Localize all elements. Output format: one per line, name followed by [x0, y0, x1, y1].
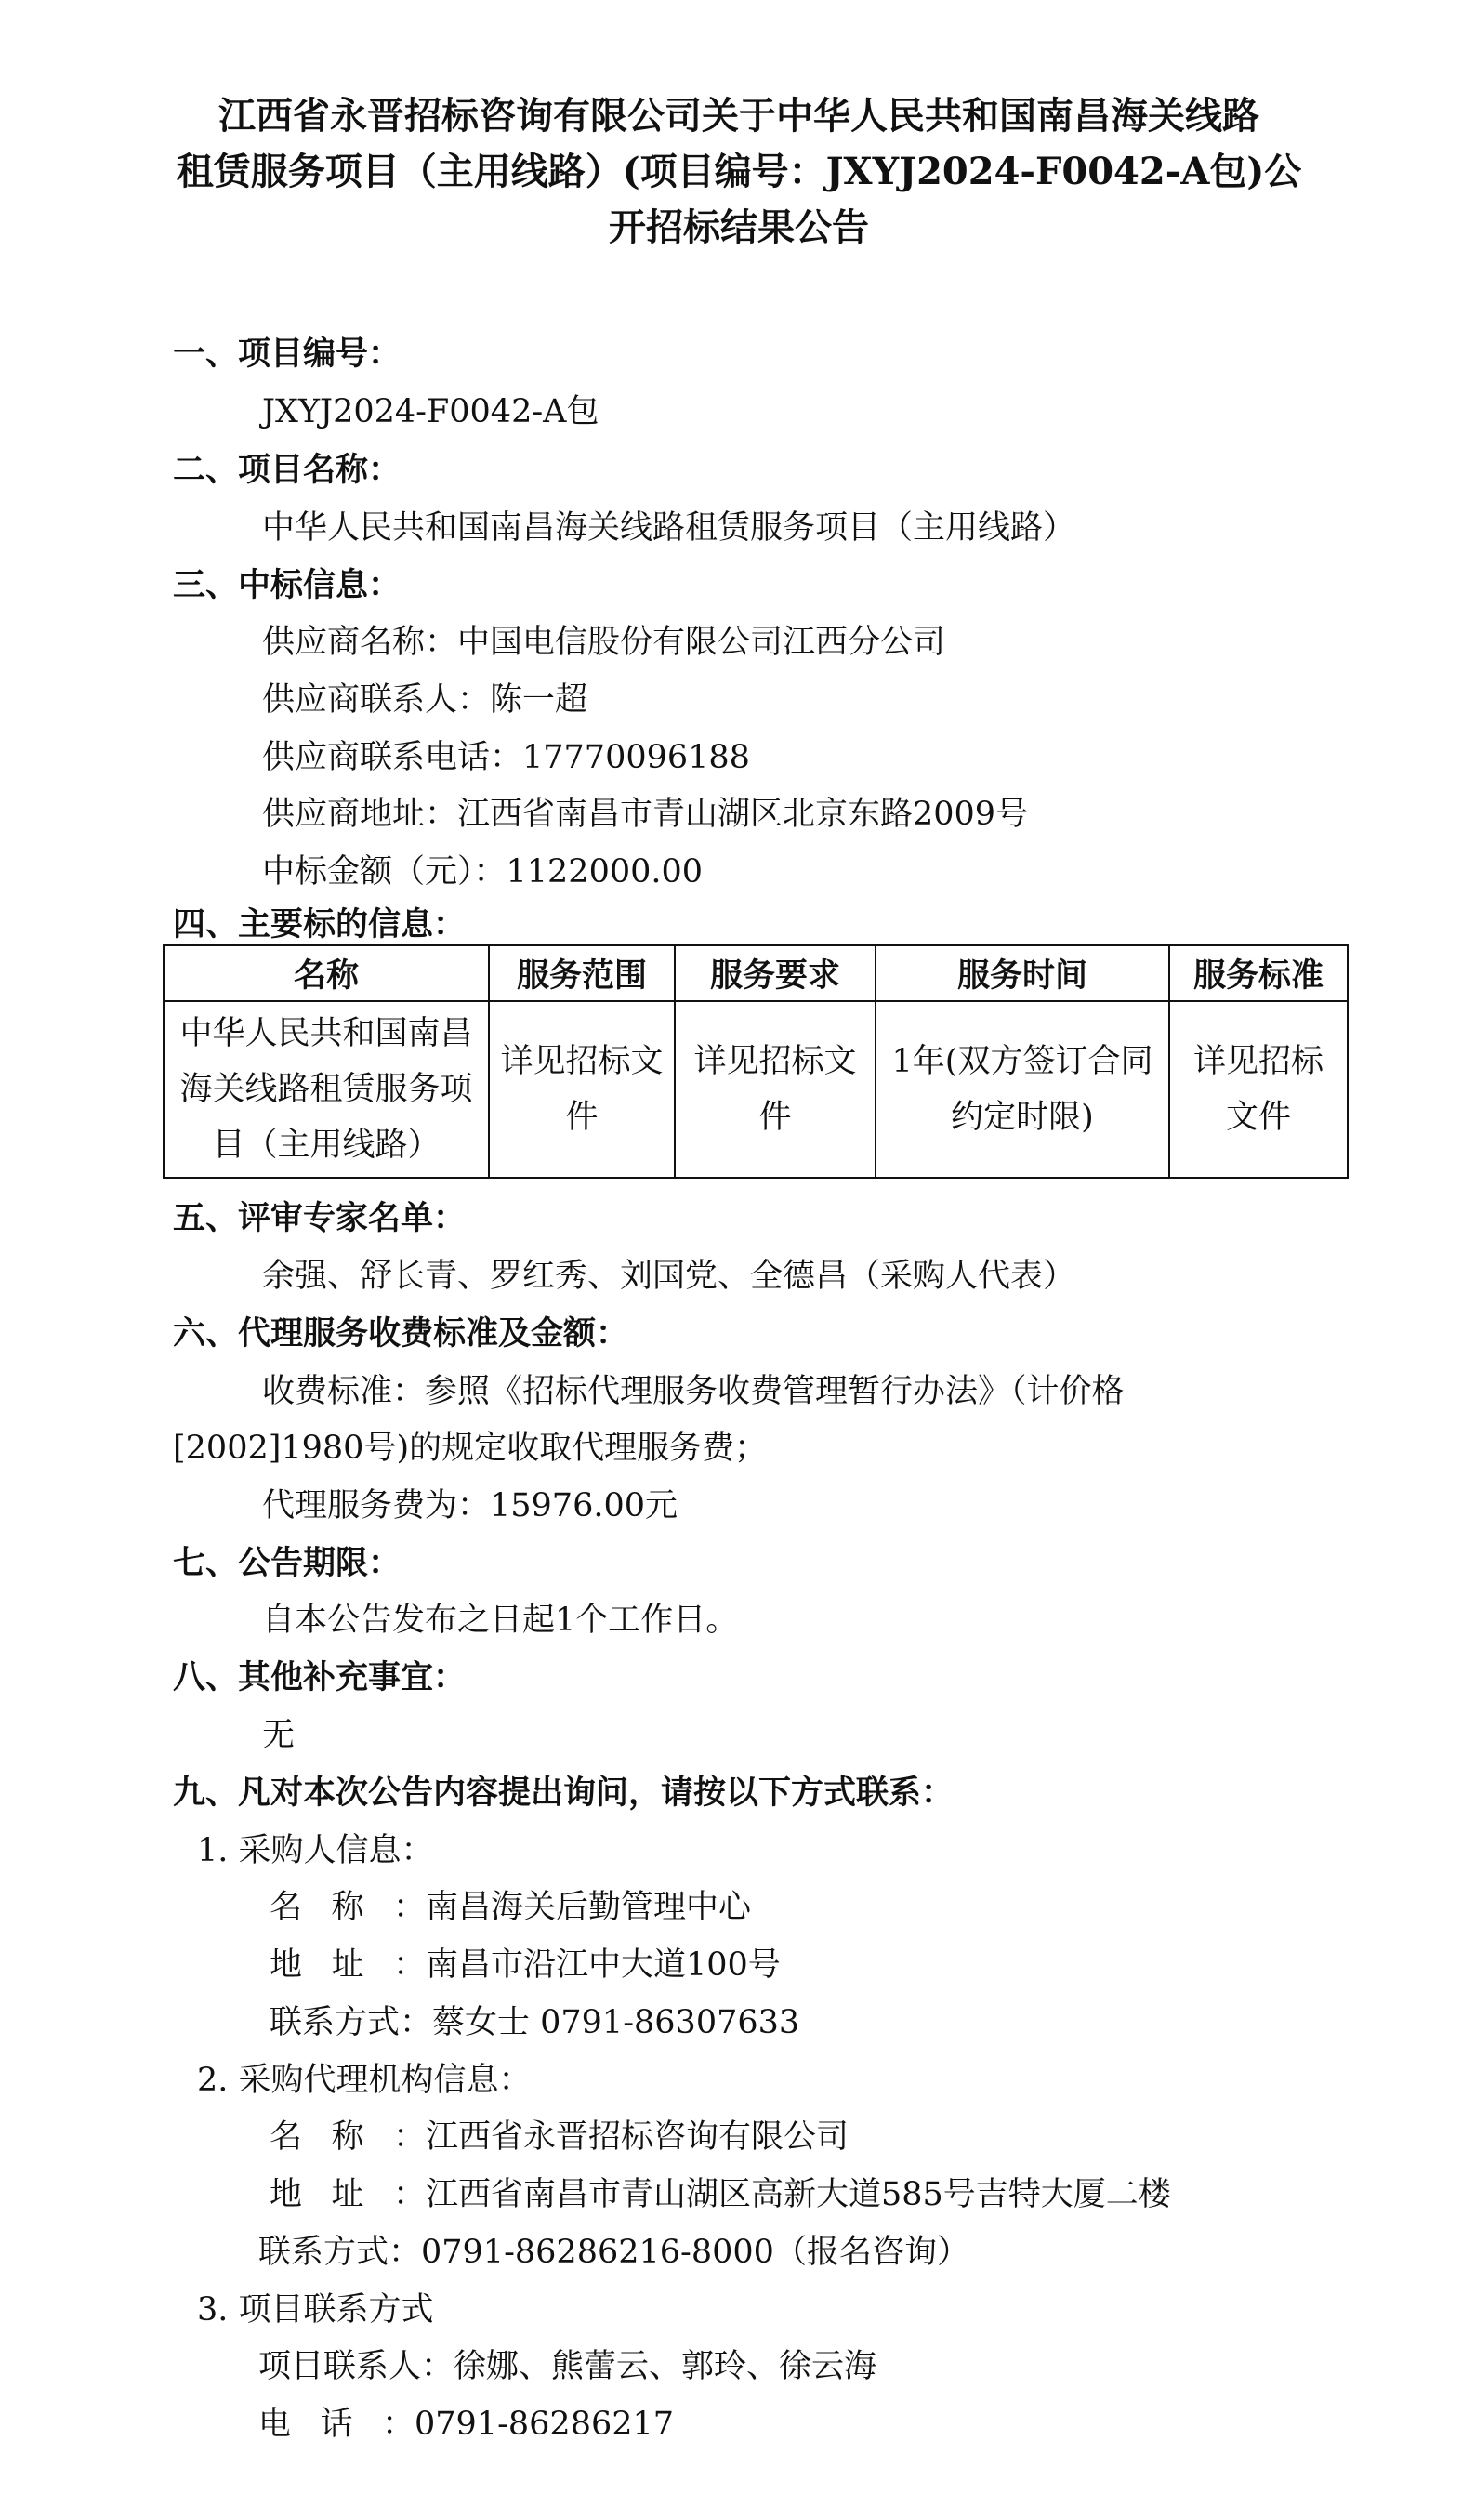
- table-cell: 中华人民共和国南昌海关线路租赁服务项目（主用线路）: [164, 1001, 489, 1178]
- table-cell: 1年(双方签订合同约定时限): [876, 1001, 1169, 1178]
- section-project-name-heading: 二、项目名称：: [173, 451, 402, 489]
- supplier-address: 供应商地址：江西省南昌市青山湖区北京东路2009号: [262, 796, 1029, 833]
- section-agency-fee-heading: 六、代理服务收费标准及金额：: [173, 1314, 629, 1352]
- agency-contact: 联系方式：0791-86286216-8000（报名咨询）: [258, 2234, 969, 2271]
- column-header: 服务标准: [1169, 945, 1348, 1001]
- project-number: JXYJ2024-F0042-A包: [262, 393, 599, 430]
- purchaser-name-row: [270, 1886, 751, 1929]
- table-cell: 详见招标文件: [489, 1001, 675, 1178]
- project-name: 中华人民共和国南昌海关线路租赁服务项目（主用线路）: [262, 509, 1076, 547]
- section-main-subject-heading: 四、主要标的信息：: [173, 905, 467, 943]
- supplier-phone: 供应商联系电话：17770096188: [262, 739, 750, 776]
- fee-standard-line-2: [2002]1980号)的规定收取代理服务费；: [173, 1430, 768, 1467]
- subject-info-table: [163, 944, 1349, 1179]
- title-line-3: 开招标结果公告: [609, 205, 869, 249]
- title-line-1: 江西省永晋招标咨询有限公司关于中华人民共和国南昌海关线路: [218, 94, 1259, 138]
- supplier-contact: 供应商联系人：陈一超: [262, 681, 588, 719]
- other-matters: 无: [262, 1717, 296, 1754]
- agency-name-label: 名称：: [270, 2118, 426, 2156]
- column-header: 服务范围: [489, 945, 675, 1001]
- table-cell: 详见招标文件: [675, 1001, 876, 1178]
- purchaser-address-row: [270, 1944, 781, 1986]
- section-notice-period-heading: 七、公告期限：: [173, 1544, 402, 1582]
- agency-name: 江西省永晋招标咨询有限公司: [426, 2118, 849, 2156]
- agency-info-title: 2. 采购代理机构信息：: [197, 2062, 532, 2099]
- supplier-name: 供应商名称：中国电信股份有限公司江西分公司: [262, 624, 946, 661]
- winning-amount: 中标金额（元）：1122000.00: [262, 853, 704, 891]
- title-line-2: 租赁服务项目（主用线路）(项目编号：JXYJ2024-F0042-A包)公: [176, 150, 1302, 193]
- project-phone-row: [258, 2403, 674, 2446]
- project-contact-title: 3. 项目联系方式: [197, 2291, 434, 2329]
- table-row: [164, 1001, 1348, 1178]
- section-expert-list-heading: 五、评审专家名单：: [173, 1199, 467, 1237]
- table-header-row: [164, 945, 1348, 1001]
- expert-list: 余强、舒长青、罗红秀、刘国党、全德昌（采购人代表）: [262, 1258, 1076, 1295]
- purchaser-name: 南昌海关后勤管理中心: [426, 1889, 752, 1926]
- purchaser-address-label: 地址：: [270, 1946, 426, 1984]
- section-project-number-heading: 一、项目编号：: [173, 335, 402, 373]
- purchaser-info-title: 1. 采购人信息：: [197, 1832, 434, 1869]
- agency-address: 江西省南昌市青山湖区高新大道585号吉特大厦二楼: [426, 2176, 1171, 2213]
- section-other-matters-heading: 八、其他补充事宜：: [173, 1658, 467, 1696]
- purchaser-contact: 联系方式：蔡女士 0791-86307633: [270, 2004, 800, 2041]
- project-contact-persons: 项目联系人：徐娜、熊蕾云、郭玲、徐云海: [258, 2348, 877, 2385]
- agency-name-row: [270, 2116, 849, 2158]
- column-header: 名称: [164, 945, 489, 1001]
- purchaser-name-label: 名称：: [270, 1889, 426, 1926]
- project-phone: 0791-86286217: [415, 2406, 675, 2443]
- agency-address-label: 地址：: [270, 2176, 426, 2213]
- table-cell: 详见招标文件: [1169, 1001, 1348, 1178]
- section-winning-bid-heading: 三、中标信息：: [173, 566, 402, 604]
- column-header: 服务时间: [876, 945, 1169, 1001]
- agency-address-row: [270, 2173, 1171, 2216]
- notice-period: 自本公告发布之日起1个工作日。: [262, 1602, 739, 1639]
- document-title: [139, 88, 1338, 256]
- purchaser-address: 南昌市沿江中大道100号: [426, 1946, 781, 1984]
- column-header: 服务要求: [675, 945, 876, 1001]
- project-phone-label: 电话：: [258, 2406, 415, 2443]
- agency-fee-amount: 代理服务费为：15976.00元: [262, 1487, 678, 1524]
- fee-standard-line-1: 收费标准：参照《招标代理服务收费管理暂行办法》（计价格: [262, 1373, 1125, 1410]
- section-contact-heading: 九、凡对本次公告内容提出询问，请按以下方式联系：: [173, 1774, 955, 1812]
